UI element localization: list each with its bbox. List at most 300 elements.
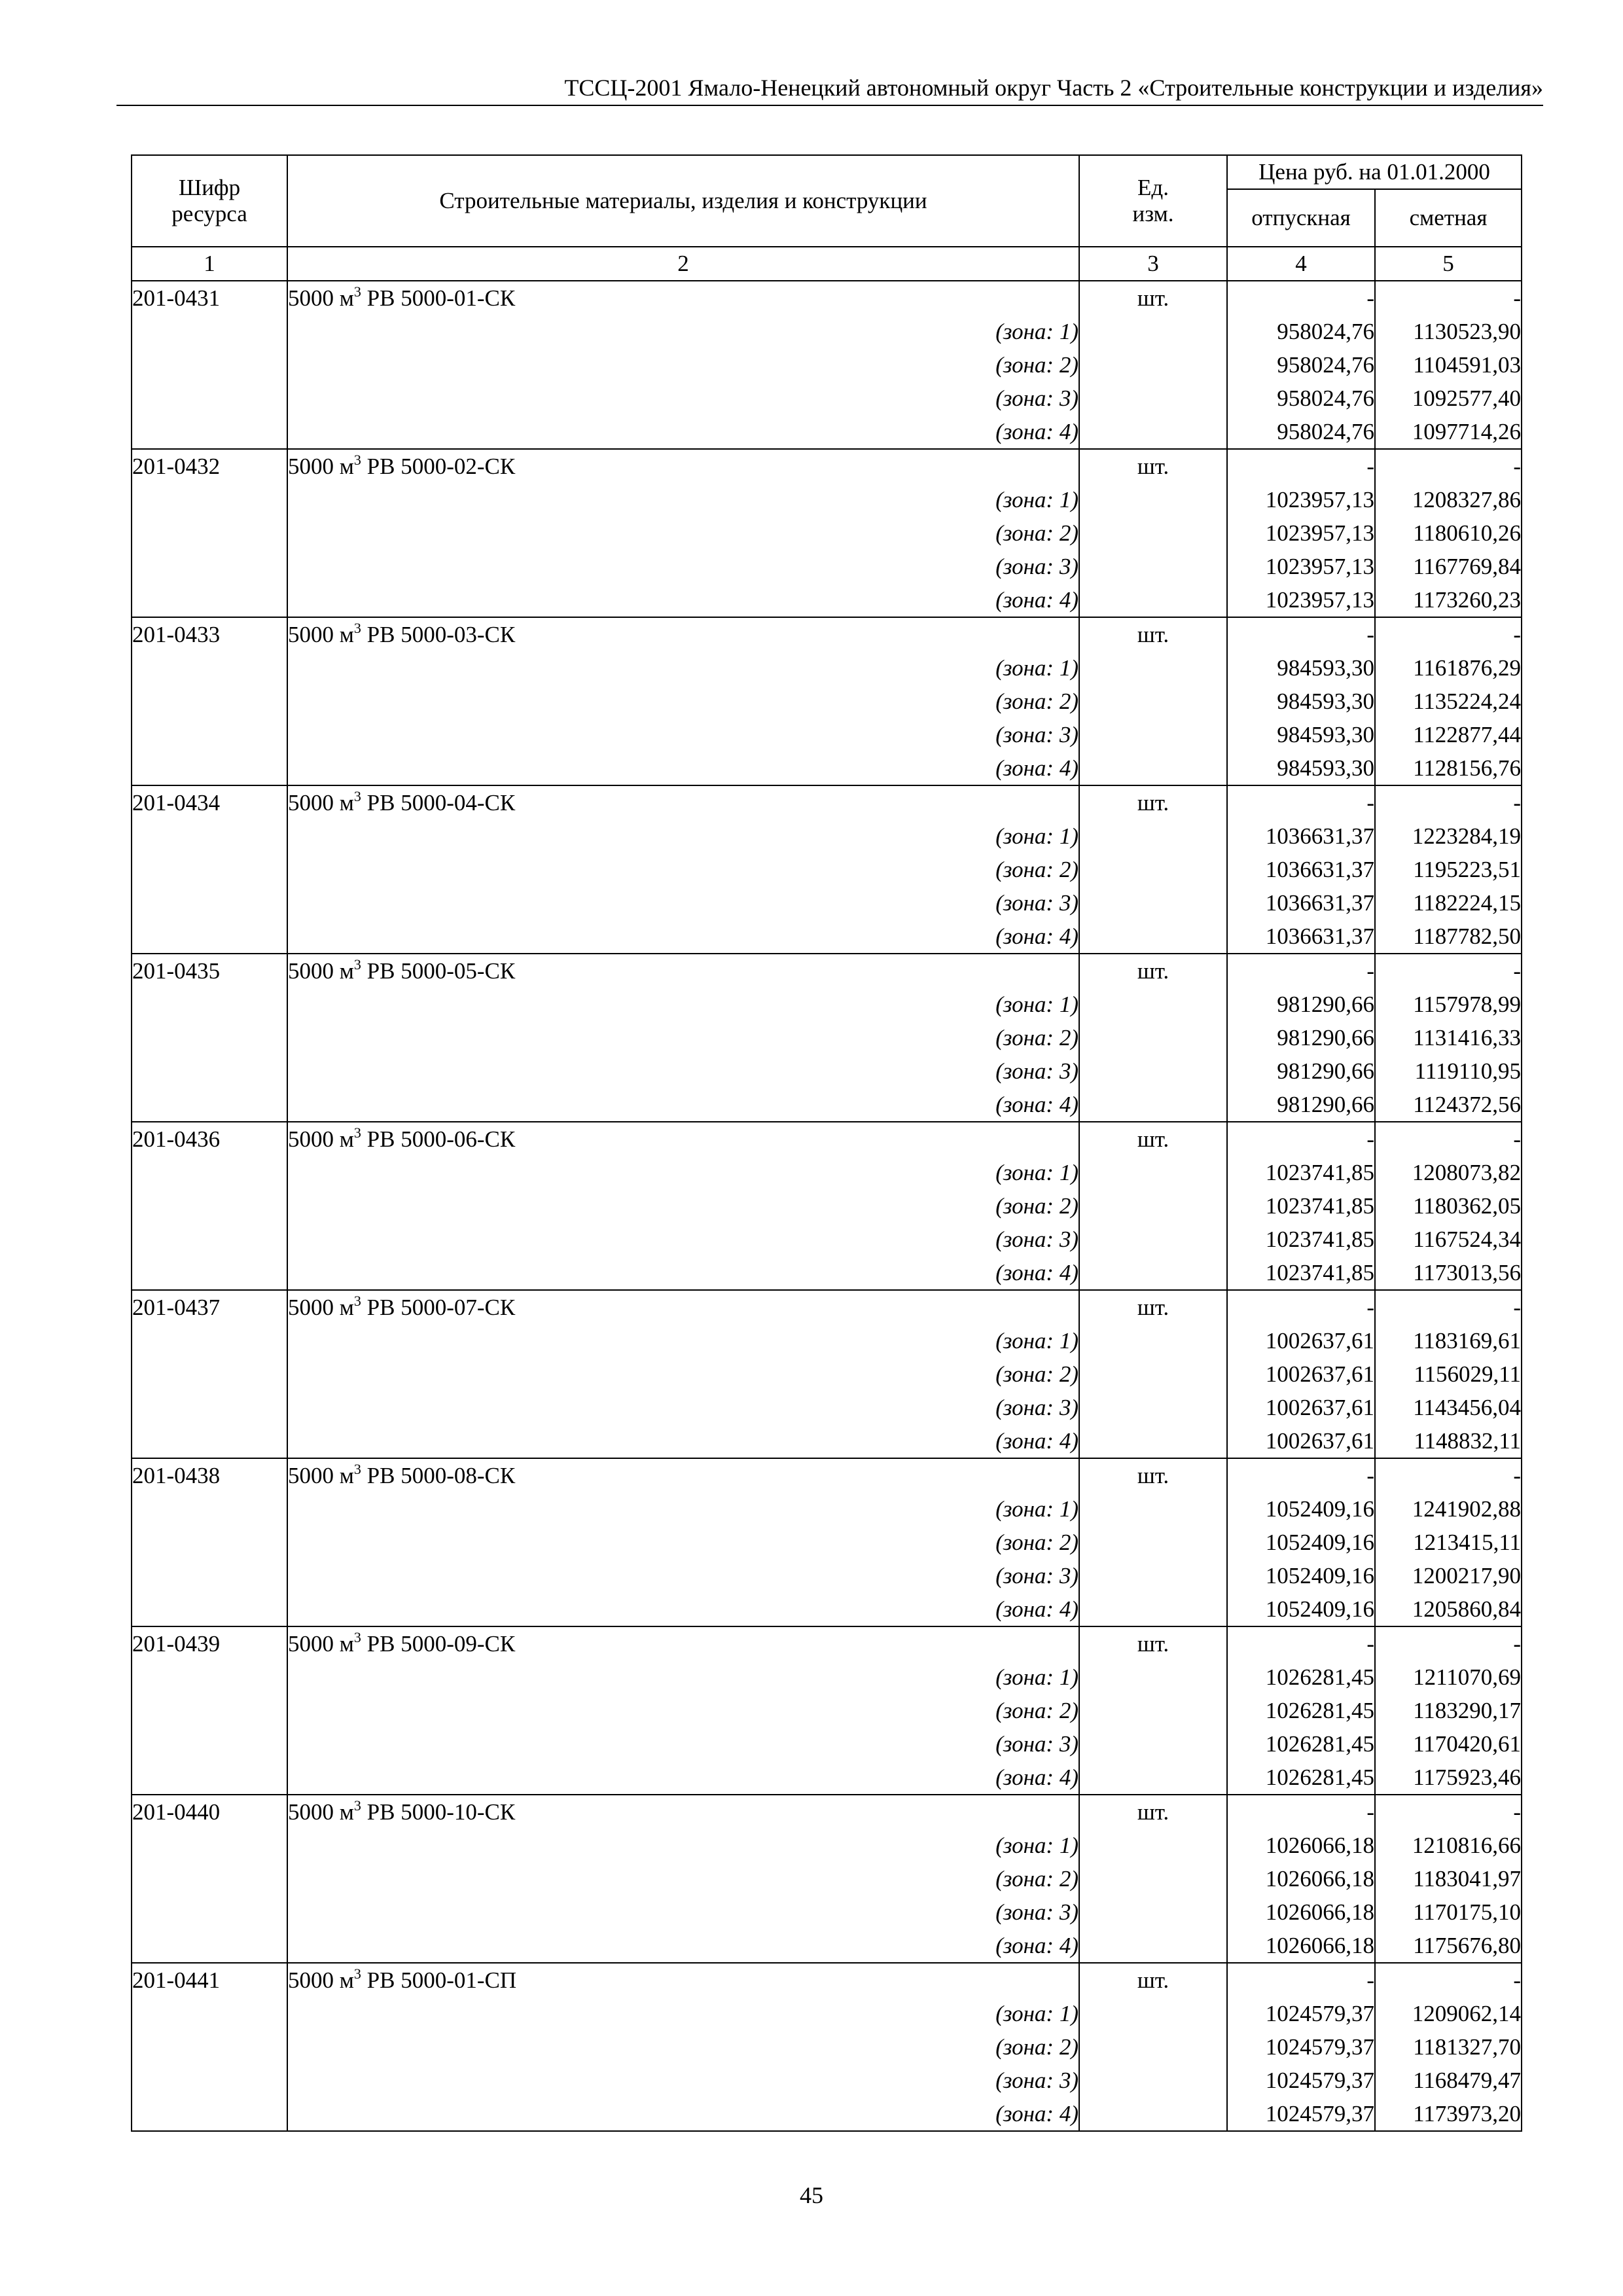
unit-cell-empty — [1079, 685, 1227, 718]
code-cell-empty — [132, 920, 287, 954]
resource-name-text: 5000 м — [288, 285, 354, 311]
table-row-zone — [132, 382, 1522, 415]
unit-cell-empty — [1079, 583, 1227, 617]
price-estimate: 1122877,44 — [1375, 718, 1522, 751]
unit-cell-empty — [1079, 1424, 1227, 1458]
unit-cell-empty — [1079, 1694, 1227, 1727]
zone-label: (зона: 3) — [287, 1054, 1079, 1088]
price-release: 981290,66 — [1227, 1088, 1375, 1122]
resource-name-suffix: РВ 5000-09-СК — [361, 1631, 516, 1657]
unit-cell: шт. — [1079, 281, 1227, 315]
price-estimate: 1128156,76 — [1375, 751, 1522, 785]
price-release: 1002637,61 — [1227, 1357, 1375, 1391]
table-row — [132, 1122, 1522, 1156]
table-header — [132, 155, 1522, 281]
resource-name — [287, 281, 1079, 315]
price-estimate: 1200217,90 — [1375, 1559, 1522, 1592]
zone-label: (зона: 2) — [287, 1862, 1079, 1895]
code-cell-empty — [132, 1559, 287, 1592]
price-estimate: 1124372,56 — [1375, 1088, 1522, 1122]
price-estimate: 1180362,05 — [1375, 1189, 1522, 1223]
unit-cell-empty — [1079, 1526, 1227, 1559]
zone-label: (зона: 3) — [287, 1727, 1079, 1761]
price-estimate: - — [1375, 1626, 1522, 1660]
unit-cell-empty — [1079, 718, 1227, 751]
unit-cell-empty — [1079, 1357, 1227, 1391]
code-cell-empty — [132, 483, 287, 516]
price-estimate: - — [1375, 449, 1522, 483]
table-row-zone — [132, 920, 1522, 954]
unit-cell: шт. — [1079, 1626, 1227, 1660]
price-estimate: 1130523,90 — [1375, 315, 1522, 348]
code-cell-empty — [132, 315, 287, 348]
code-cell-empty — [132, 988, 287, 1021]
code-cell-empty — [132, 1189, 287, 1223]
resource-code: 201-0436 — [132, 1122, 287, 1156]
price-release: 1002637,61 — [1227, 1324, 1375, 1357]
unit-cell: шт. — [1079, 617, 1227, 651]
price-estimate: 1175923,46 — [1375, 1761, 1522, 1795]
resource-name — [287, 1290, 1079, 1324]
price-estimate: 1143456,04 — [1375, 1391, 1522, 1424]
price-release: 1052409,16 — [1227, 1559, 1375, 1592]
column-header-unit: Ед. изм. — [1079, 155, 1227, 247]
code-cell-empty — [132, 1424, 287, 1458]
table-row-zone — [132, 1054, 1522, 1088]
price-estimate: 1241902,88 — [1375, 1492, 1522, 1526]
zone-label: (зона: 4) — [287, 751, 1079, 785]
table-row-zone — [132, 2030, 1522, 2064]
table-row — [132, 617, 1522, 651]
table-row — [132, 954, 1522, 988]
table-row-zone — [132, 1895, 1522, 1929]
zone-label: (зона: 4) — [287, 1592, 1079, 1626]
price-release: - — [1227, 785, 1375, 819]
table-row — [132, 785, 1522, 819]
resource-code: 201-0434 — [132, 785, 287, 819]
resource-code: 201-0431 — [132, 281, 287, 315]
zone-label: (зона: 2) — [287, 1189, 1079, 1223]
unit-cell: шт. — [1079, 1290, 1227, 1324]
price-estimate: 1135224,24 — [1375, 685, 1522, 718]
unit-cell-empty — [1079, 1391, 1227, 1424]
price-estimate: - — [1375, 1963, 1522, 1997]
resource-name-suffix: РВ 5000-06-СК — [361, 1126, 516, 1152]
table-row-zone — [132, 415, 1522, 449]
resource-name — [287, 1122, 1079, 1156]
unit-cell-empty — [1079, 2064, 1227, 2097]
unit-cell-empty — [1079, 1256, 1227, 1290]
unit-cell-empty — [1079, 2097, 1227, 2131]
zone-label: (зона: 1) — [287, 651, 1079, 685]
price-release: - — [1227, 1458, 1375, 1492]
unit-cell-empty — [1079, 920, 1227, 954]
column-header-price-group: Цена руб. на 01.01.2000 — [1227, 155, 1522, 189]
resource-code: 201-0432 — [132, 449, 287, 483]
table-row-zone — [132, 483, 1522, 516]
zone-label: (зона: 1) — [287, 1660, 1079, 1694]
resource-name-text: 5000 м — [288, 1799, 354, 1825]
price-release: 981290,66 — [1227, 1021, 1375, 1054]
code-cell-empty — [132, 1223, 287, 1256]
price-estimate: 1148832,11 — [1375, 1424, 1522, 1458]
unit-cell: шт. — [1079, 1795, 1227, 1829]
unit-cell-empty — [1079, 348, 1227, 382]
price-estimate: 1180610,26 — [1375, 516, 1522, 550]
resource-name-text: 5000 м — [288, 454, 354, 479]
resource-name-suffix: РВ 5000-08-СК — [361, 1463, 516, 1488]
price-estimate: 1208073,82 — [1375, 1156, 1522, 1189]
resource-name-text: 5000 м — [288, 1463, 354, 1488]
superscript-cubic: 3 — [353, 1797, 361, 1814]
resource-name-text: 5000 м — [288, 1295, 354, 1320]
table-row-zone — [132, 1156, 1522, 1189]
price-estimate: 1173260,23 — [1375, 583, 1522, 617]
superscript-cubic: 3 — [353, 620, 361, 636]
unit-cell-empty — [1079, 1592, 1227, 1626]
unit-cell-empty — [1079, 1492, 1227, 1526]
price-estimate: - — [1375, 617, 1522, 651]
zone-label: (зона: 2) — [287, 1694, 1079, 1727]
price-release: 958024,76 — [1227, 348, 1375, 382]
zone-label: (зона: 1) — [287, 1492, 1079, 1526]
table-row-zone — [132, 550, 1522, 583]
zone-label: (зона: 2) — [287, 685, 1079, 718]
resource-name-text: 5000 м — [288, 958, 354, 984]
resource-code: 201-0435 — [132, 954, 287, 988]
resource-name-text: 5000 м — [288, 1126, 354, 1152]
price-release: - — [1227, 1626, 1375, 1660]
column-header-code: Шифр ресурса — [132, 155, 287, 247]
price-release: 1023957,13 — [1227, 516, 1375, 550]
unit-cell-empty — [1079, 751, 1227, 785]
price-estimate: 1131416,33 — [1375, 1021, 1522, 1054]
table-row-zone — [132, 1492, 1522, 1526]
unit-cell-empty — [1079, 516, 1227, 550]
resource-name-suffix: РВ 5000-07-СК — [361, 1295, 516, 1320]
resource-name-suffix: РВ 5000-03-СК — [361, 622, 516, 647]
code-cell-empty — [132, 1054, 287, 1088]
code-cell-empty — [132, 853, 287, 886]
price-release: 984593,30 — [1227, 718, 1375, 751]
table-row-zone — [132, 583, 1522, 617]
zone-label: (зона: 4) — [287, 1256, 1079, 1290]
zone-label: (зона: 2) — [287, 2030, 1079, 2064]
price-estimate: 1175676,80 — [1375, 1929, 1522, 1963]
zone-label: (зона: 3) — [287, 1895, 1079, 1929]
resource-name — [287, 449, 1079, 483]
price-release: 984593,30 — [1227, 685, 1375, 718]
superscript-cubic: 3 — [353, 1124, 361, 1141]
code-cell-empty — [132, 1156, 287, 1189]
resource-code: 201-0440 — [132, 1795, 287, 1829]
page-number: 45 — [800, 2182, 823, 2208]
code-cell-empty — [132, 1021, 287, 1054]
price-release: 1023957,13 — [1227, 483, 1375, 516]
zone-label: (зона: 3) — [287, 1559, 1079, 1592]
code-cell-empty — [132, 1357, 287, 1391]
table-row-zone — [132, 1324, 1522, 1357]
price-estimate: 1156029,11 — [1375, 1357, 1522, 1391]
price-release: - — [1227, 1795, 1375, 1829]
table-row-zone — [132, 1223, 1522, 1256]
unit-cell: шт. — [1079, 954, 1227, 988]
table-row-zone — [132, 1829, 1522, 1862]
table-row — [132, 1290, 1522, 1324]
table-row-zone — [132, 1189, 1522, 1223]
table-row-zone — [132, 315, 1522, 348]
price-estimate: 1187782,50 — [1375, 920, 1522, 954]
unit-cell-empty — [1079, 415, 1227, 449]
price-release: - — [1227, 1963, 1375, 1997]
price-release: 1052409,16 — [1227, 1592, 1375, 1626]
unit-cell-empty — [1079, 1829, 1227, 1862]
unit-cell: шт. — [1079, 785, 1227, 819]
price-release: - — [1227, 954, 1375, 988]
price-release: 1024579,37 — [1227, 2064, 1375, 2097]
code-cell-empty — [132, 1492, 287, 1526]
zone-label: (зона: 3) — [287, 1391, 1079, 1424]
code-cell-empty — [132, 583, 287, 617]
unit-cell-empty — [1079, 2030, 1227, 2064]
resource-name-suffix: РВ 5000-10-СК — [361, 1799, 516, 1825]
code-cell-empty — [132, 1694, 287, 1727]
price-release: 1036631,37 — [1227, 819, 1375, 853]
column-number: 1 — [132, 247, 287, 281]
price-estimate: 1092577,40 — [1375, 382, 1522, 415]
unit-cell: шт. — [1079, 449, 1227, 483]
code-cell-empty — [132, 1829, 287, 1862]
table-row-zone — [132, 1727, 1522, 1761]
price-estimate: 1183169,61 — [1375, 1324, 1522, 1357]
unit-cell-empty — [1079, 1862, 1227, 1895]
unit-cell-empty — [1079, 382, 1227, 415]
table-row — [132, 1795, 1522, 1829]
code-cell-empty — [132, 685, 287, 718]
price-estimate: 1167769,84 — [1375, 550, 1522, 583]
resource-name — [287, 785, 1079, 819]
price-estimate: - — [1375, 1290, 1522, 1324]
table-row — [132, 1963, 1522, 1997]
zone-label: (зона: 2) — [287, 516, 1079, 550]
price-release: 1024579,37 — [1227, 2030, 1375, 2064]
code-cell-empty — [132, 516, 287, 550]
price-estimate: 1211070,69 — [1375, 1660, 1522, 1694]
table-row-zone — [132, 2064, 1522, 2097]
table-row-zone — [132, 1559, 1522, 1592]
unit-cell-empty — [1079, 1929, 1227, 1963]
superscript-cubic: 3 — [353, 1293, 361, 1309]
price-estimate: 1208327,86 — [1375, 483, 1522, 516]
table-row-zone — [132, 1929, 1522, 1963]
price-release: 958024,76 — [1227, 415, 1375, 449]
unit-cell-empty — [1079, 483, 1227, 516]
zone-label: (зона: 4) — [287, 1929, 1079, 1963]
code-cell-empty — [132, 348, 287, 382]
resource-name — [287, 1458, 1079, 1492]
table-row — [132, 281, 1522, 315]
zone-label: (зона: 2) — [287, 1357, 1079, 1391]
price-estimate: 1173013,56 — [1375, 1256, 1522, 1290]
price-estimate: 1119110,95 — [1375, 1054, 1522, 1088]
price-release: 1052409,16 — [1227, 1526, 1375, 1559]
unit-cell: шт. — [1079, 1122, 1227, 1156]
price-estimate: 1213415,11 — [1375, 1526, 1522, 1559]
price-release: - — [1227, 1290, 1375, 1324]
document-header-title: ТССЦ-2001 Ямало-Ненецкий автономный округ Часть 2 «Строительные конструкции и изделия» — [564, 75, 1543, 101]
superscript-cubic: 3 — [353, 956, 361, 973]
zone-label: (зона: 3) — [287, 1223, 1079, 1256]
table-row-zone — [132, 1660, 1522, 1694]
price-estimate: - — [1375, 1795, 1522, 1829]
zone-label: (зона: 2) — [287, 1021, 1079, 1054]
price-estimate: 1205860,84 — [1375, 1592, 1522, 1626]
superscript-cubic: 3 — [353, 788, 361, 804]
price-release: 1026066,18 — [1227, 1829, 1375, 1862]
table-row-zone — [132, 348, 1522, 382]
price-estimate: - — [1375, 1458, 1522, 1492]
table-row-zone — [132, 1862, 1522, 1895]
price-estimate: - — [1375, 954, 1522, 988]
resource-name-suffix: РВ 5000-05-СК — [361, 958, 516, 984]
code-cell-empty — [132, 1526, 287, 1559]
price-estimate: 1182224,15 — [1375, 886, 1522, 920]
superscript-cubic: 3 — [353, 283, 361, 300]
column-number: 4 — [1227, 247, 1375, 281]
zone-label: (зона: 1) — [287, 483, 1079, 516]
price-release: 1023741,85 — [1227, 1156, 1375, 1189]
price-release: 1023741,85 — [1227, 1223, 1375, 1256]
table-row-zone — [132, 1088, 1522, 1122]
price-release: 1024579,37 — [1227, 2097, 1375, 2131]
unit-cell-empty — [1079, 1559, 1227, 1592]
table-row-zone — [132, 819, 1522, 853]
code-cell-empty — [132, 651, 287, 685]
zone-label: (зона: 1) — [287, 988, 1079, 1021]
table-row-zone — [132, 1592, 1522, 1626]
code-cell-empty — [132, 1660, 287, 1694]
table-row — [132, 1458, 1522, 1492]
code-cell-empty — [132, 1256, 287, 1290]
superscript-cubic: 3 — [353, 452, 361, 468]
price-estimate: - — [1375, 1122, 1522, 1156]
price-estimate: 1157978,99 — [1375, 988, 1522, 1021]
price-release: 958024,76 — [1227, 382, 1375, 415]
price-release: - — [1227, 617, 1375, 651]
table-row-zone — [132, 1021, 1522, 1054]
price-estimate: 1170175,10 — [1375, 1895, 1522, 1929]
zone-label: (зона: 1) — [287, 1156, 1079, 1189]
superscript-cubic: 3 — [353, 1461, 361, 1477]
code-cell-empty — [132, 1592, 287, 1626]
price-release: 1036631,37 — [1227, 920, 1375, 954]
unit-cell-empty — [1079, 886, 1227, 920]
price-release: 1036631,37 — [1227, 886, 1375, 920]
zone-label: (зона: 4) — [287, 1088, 1079, 1122]
price-release: 1026281,45 — [1227, 1694, 1375, 1727]
price-estimate: 1097714,26 — [1375, 415, 1522, 449]
table-row-zone — [132, 988, 1522, 1021]
price-release: 1002637,61 — [1227, 1424, 1375, 1458]
unit-cell-empty — [1079, 1088, 1227, 1122]
resource-code: 201-0433 — [132, 617, 287, 651]
price-release: 1026281,45 — [1227, 1660, 1375, 1694]
unit-cell-empty — [1079, 1997, 1227, 2030]
zone-label: (зона: 4) — [287, 1761, 1079, 1795]
code-cell-empty — [132, 1324, 287, 1357]
price-release: - — [1227, 281, 1375, 315]
price-release: - — [1227, 449, 1375, 483]
resource-name — [287, 954, 1079, 988]
table-row-zone — [132, 1357, 1522, 1391]
unit-cell-empty — [1079, 1727, 1227, 1761]
unit-cell-empty — [1079, 1895, 1227, 1929]
price-estimate: 1161876,29 — [1375, 651, 1522, 685]
code-cell-empty — [132, 2097, 287, 2131]
code-cell-empty — [132, 718, 287, 751]
resource-code: 201-0437 — [132, 1290, 287, 1324]
resource-code: 201-0439 — [132, 1626, 287, 1660]
price-release: 1026281,45 — [1227, 1761, 1375, 1795]
price-release: 1023957,13 — [1227, 583, 1375, 617]
zone-label: (зона: 4) — [287, 583, 1079, 617]
code-cell-empty — [132, 2064, 287, 2097]
table-row-zone — [132, 751, 1522, 785]
price-release: 1026281,45 — [1227, 1727, 1375, 1761]
table-row-zone — [132, 1761, 1522, 1795]
price-estimate: 1104591,03 — [1375, 348, 1522, 382]
resource-name — [287, 617, 1079, 651]
unit-cell: шт. — [1079, 1458, 1227, 1492]
price-estimate: 1195223,51 — [1375, 853, 1522, 886]
code-cell-empty — [132, 1895, 287, 1929]
zone-label: (зона: 1) — [287, 1997, 1079, 2030]
zone-label: (зона: 3) — [287, 382, 1079, 415]
unit-cell-empty — [1079, 1021, 1227, 1054]
price-estimate: 1210816,66 — [1375, 1829, 1522, 1862]
code-cell-empty — [132, 886, 287, 920]
price-release: 1026066,18 — [1227, 1862, 1375, 1895]
code-cell-empty — [132, 415, 287, 449]
code-cell-empty — [132, 1761, 287, 1795]
zone-label: (зона: 2) — [287, 348, 1079, 382]
price-estimate: 1170420,61 — [1375, 1727, 1522, 1761]
price-release: 1036631,37 — [1227, 853, 1375, 886]
zone-label: (зона: 3) — [287, 886, 1079, 920]
resource-code: 201-0438 — [132, 1458, 287, 1492]
unit-cell-empty — [1079, 315, 1227, 348]
resource-name — [287, 1795, 1079, 1829]
price-estimate: 1183041,97 — [1375, 1862, 1522, 1895]
zone-label: (зона: 4) — [287, 415, 1079, 449]
resource-code: 201-0441 — [132, 1963, 287, 1997]
table-row-zone — [132, 718, 1522, 751]
zone-label: (зона: 3) — [287, 550, 1079, 583]
table-body — [132, 281, 1522, 2131]
unit-cell-empty — [1079, 1054, 1227, 1088]
price-estimate: 1183290,17 — [1375, 1694, 1522, 1727]
zone-label: (зона: 3) — [287, 718, 1079, 751]
table-row-zone — [132, 2097, 1522, 2131]
table-row-zone — [132, 651, 1522, 685]
price-release: 981290,66 — [1227, 1054, 1375, 1088]
price-release: 1023957,13 — [1227, 550, 1375, 583]
price-release: 1023741,85 — [1227, 1256, 1375, 1290]
price-estimate: 1223284,19 — [1375, 819, 1522, 853]
resource-name-text: 5000 м — [288, 1631, 354, 1657]
column-header-price-release: отпускная — [1227, 189, 1375, 247]
resource-name-text: 5000 м — [288, 622, 354, 647]
